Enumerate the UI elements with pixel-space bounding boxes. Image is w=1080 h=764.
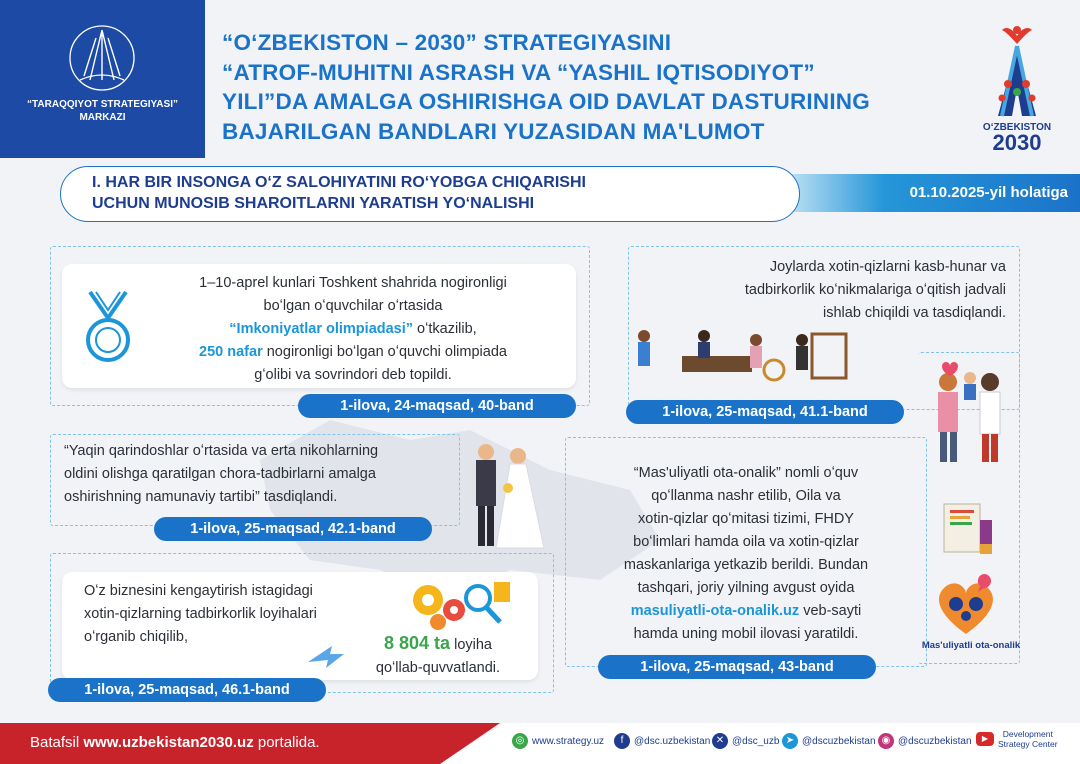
social-link-instagram[interactable]: ◉ @dscuzbekistan <box>878 733 972 749</box>
vocational-text: Joylarda xotin-qizlarni kasb-hunar va tadbirkorlik koʻnikmalariga oʻqitish jadvali ishlab chiqildi va tasdiqlandi. <box>744 259 1006 321</box>
status-date: 01.10.2025-yil holatiga <box>909 184 1068 201</box>
social-link-site[interactable]: ◎ www.strategy.uz <box>512 733 604 749</box>
responsible-parenting-logo-label: Mas'uliyatli ota-onalik <box>921 640 1021 651</box>
business-result: 8 804 ta loyiha qoʻllab-quvvatlandi. <box>375 633 501 676</box>
x-icon: ✕ <box>712 733 728 749</box>
tower-logo-icon <box>62 18 142 98</box>
social-link-facebook[interactable]: f @dsc.uzbekistan <box>614 733 710 749</box>
vocational-reference-tag: 1-ilova, 25-maqsad, 41.1-band <box>626 400 904 424</box>
wedding-couple-illustration <box>460 436 550 556</box>
responsible-parenting-logo-icon <box>930 570 1002 640</box>
uzbekistan-2030-logo <box>972 18 1062 156</box>
marriage-reference-tag: 1-ilova, 25-maqsad, 42.1-band <box>154 517 432 541</box>
parenting-reference-tag: 1-ilova, 25-maqsad, 43-band <box>598 655 876 679</box>
logo-text-year: 2030 <box>992 130 1042 155</box>
page-title: “OʻZBEKISTON – 2030” STRATEGIYASINI “ATROF-MUHITNI ASRASH VA “YASHIL IQTISODIYOT” YILI”DA AMALGA OSHIRISHGA OID DAVLAT DASTURINING BAJARILGAN BANDLARI YUZASIDAN MA'LUMOT <box>222 30 870 144</box>
gears-magnifier-icon <box>404 574 514 634</box>
section-title: I. HAR BIR INSONGA OʻZ SALOHIYATINI ROʻYOBGA CHIQARISHI UCHUN MUNOSIB SHAROITLARNI YARATISH YOʻNALISHI <box>92 174 586 212</box>
business-reference-tag: 1-ilova, 25-maqsad, 46.1-band <box>48 678 326 702</box>
medal-icon <box>78 288 138 368</box>
instagram-icon: ◉ <box>878 733 894 749</box>
business-text: Oʻz biznesini kengaytirish istagidagi xotin-qizlarning tadbirkorlik loyihalari oʻrganib chiqilib, <box>84 583 317 645</box>
footer-portal-text: Batafsil www.uzbekistan2030.uz portalida. <box>30 734 320 751</box>
marriage-text: “Yaqin qarindoshlar oʻrtasida va erta nikohlarning oldini olishga qaratilgan chora-tadbirlarni amalga oshirishning namunaviy tartibi” tasdiqlandi. <box>64 443 379 505</box>
book-stack-icon <box>940 500 996 558</box>
youtube-icon: ▶ <box>976 732 994 746</box>
women-working-illustration <box>632 322 862 392</box>
social-link-x[interactable]: ✕ @dsc_uzb <box>712 733 779 749</box>
olympiad-text: 1–10-aprel kunlari Toshkent shahrida nogironligi boʻlgan oʻquvchilar oʻrtasida “Imkoniyatlar olimpiadasi” oʻtkazilib, 250 nafar nogironligi boʻlgan oʻquvchi olimpiada gʻolibi va sovrindori deb topildi. <box>199 275 507 383</box>
olympiad-reference-tag: 1-ilova, 24-maqsad, 40-band <box>298 394 576 418</box>
brand-name: “TARAQQIYOT STRATEGIYASI” MARKAZI <box>27 99 178 123</box>
parenting-text: “Mas'uliyatli ota-onalik” nomli oʻquv qoʻllanma nashr etilib, Oila va xotin-qizlar qoʻmitasi tizimi, FHDY boʻlimlari hamda oila va xotin-qizlar maskanlariga yetkazib berildi. Bundan tashqari, joriy yilning avgust oyida masuliyatli-ota-onalik.uz veb-sayti hamda uning mobil ilovasi yaratildi. <box>623 465 869 642</box>
portal-link[interactable]: www.uzbekistan2030.uz <box>83 734 254 751</box>
arrow-icon <box>306 640 346 670</box>
logo-text-country: OʻZBEKISTON <box>982 122 1052 133</box>
globe-icon: ◎ <box>512 733 528 749</box>
uzbekistan-2030-emblem-icon <box>972 18 1062 128</box>
telegram-icon: ➤ <box>782 733 798 749</box>
brand-logo-block <box>0 0 205 158</box>
facebook-icon: f <box>614 733 630 749</box>
youtube-channel-link[interactable]: ▶ Development Strategy Center <box>976 729 1058 749</box>
social-link-telegram[interactable]: ➤ @dscuzbekistan <box>782 733 876 749</box>
